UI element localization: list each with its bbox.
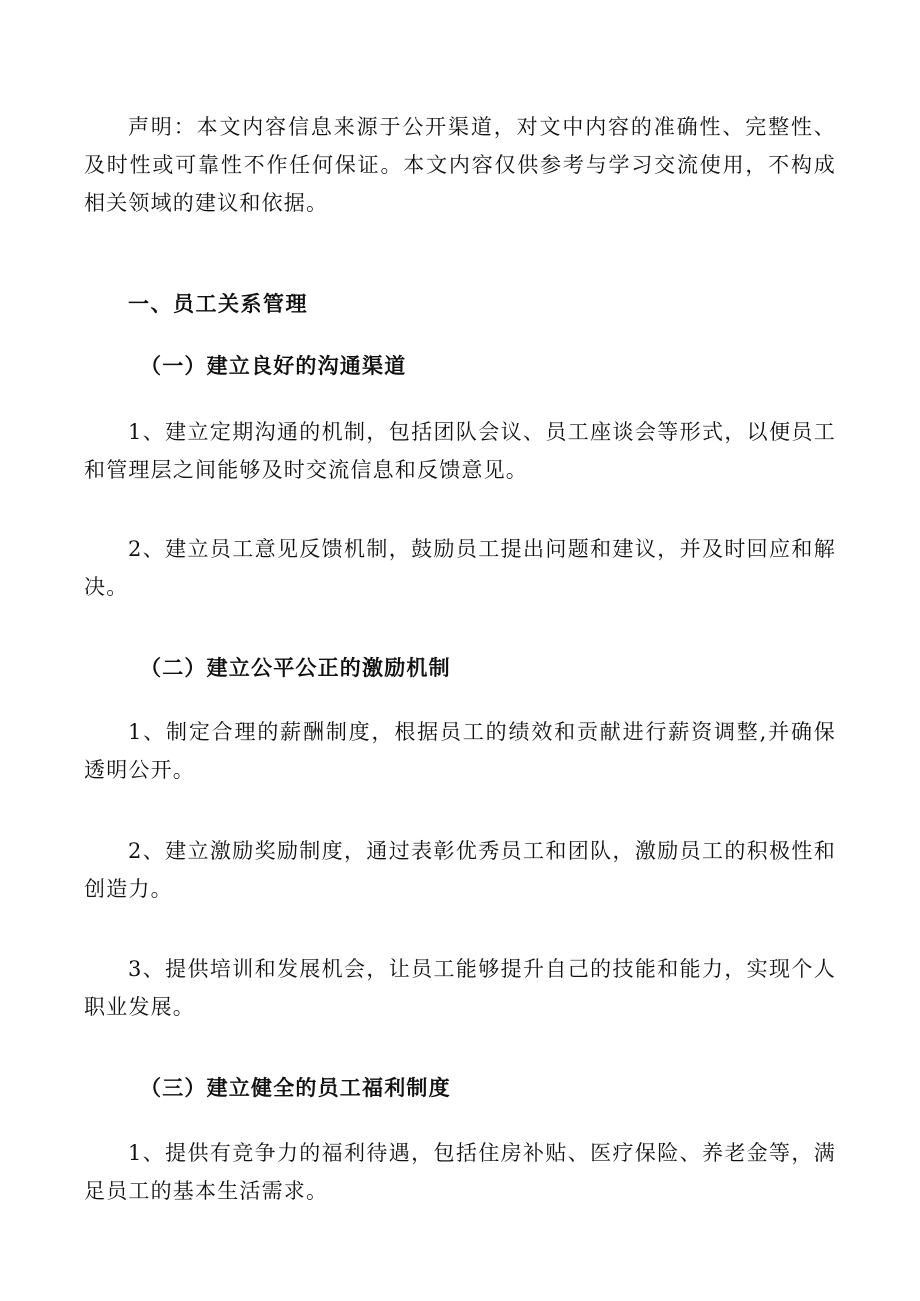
list-item: 2、建立激励奖励制度，通过表彰优秀员工和团队，激励员工的积极性和创造力。 <box>84 839 836 901</box>
list-item: 1、制定合理的薪酬制度，根据员工的绩效和贡献进行薪资调整,并确保透明公开。 <box>84 720 836 782</box>
subsection-title-2: （二）建立公平公正的激励机制 <box>140 655 451 680</box>
list-item: 1、提供有竞争力的福利待遇，包括住房补贴、医疗保险、养老金等，满足员工的基本生活需求。 <box>84 1141 836 1203</box>
subsection-title-1: （一）建立良好的沟通渠道 <box>140 353 407 378</box>
subsection-title-3: （三）建立健全的员工福利制度 <box>140 1075 451 1100</box>
disclaimer-paragraph: 声明：本文内容信息来源于公开渠道，对文中内容的准确性、完整性、及时性或可靠性不作任何保证。本文内容仅供参考与学习交流使用，不构成相关领域的建议和依据。 <box>84 115 836 215</box>
section-title: 一、员工关系管理 <box>128 292 308 316</box>
list-item: 3、提供培训和发展机会，让员工能够提升自己的技能和能力，实现个人职业发展。 <box>84 957 836 1019</box>
list-item: 2、建立员工意见反馈机制，鼓励员工提出问题和建议，并及时回应和解决。 <box>84 537 836 599</box>
list-item: 1、建立定期沟通的机制，包括团队会议、员工座谈会等形式，以便员工和管理层之间能够及时交流信息和反馈意见。 <box>84 420 836 482</box>
